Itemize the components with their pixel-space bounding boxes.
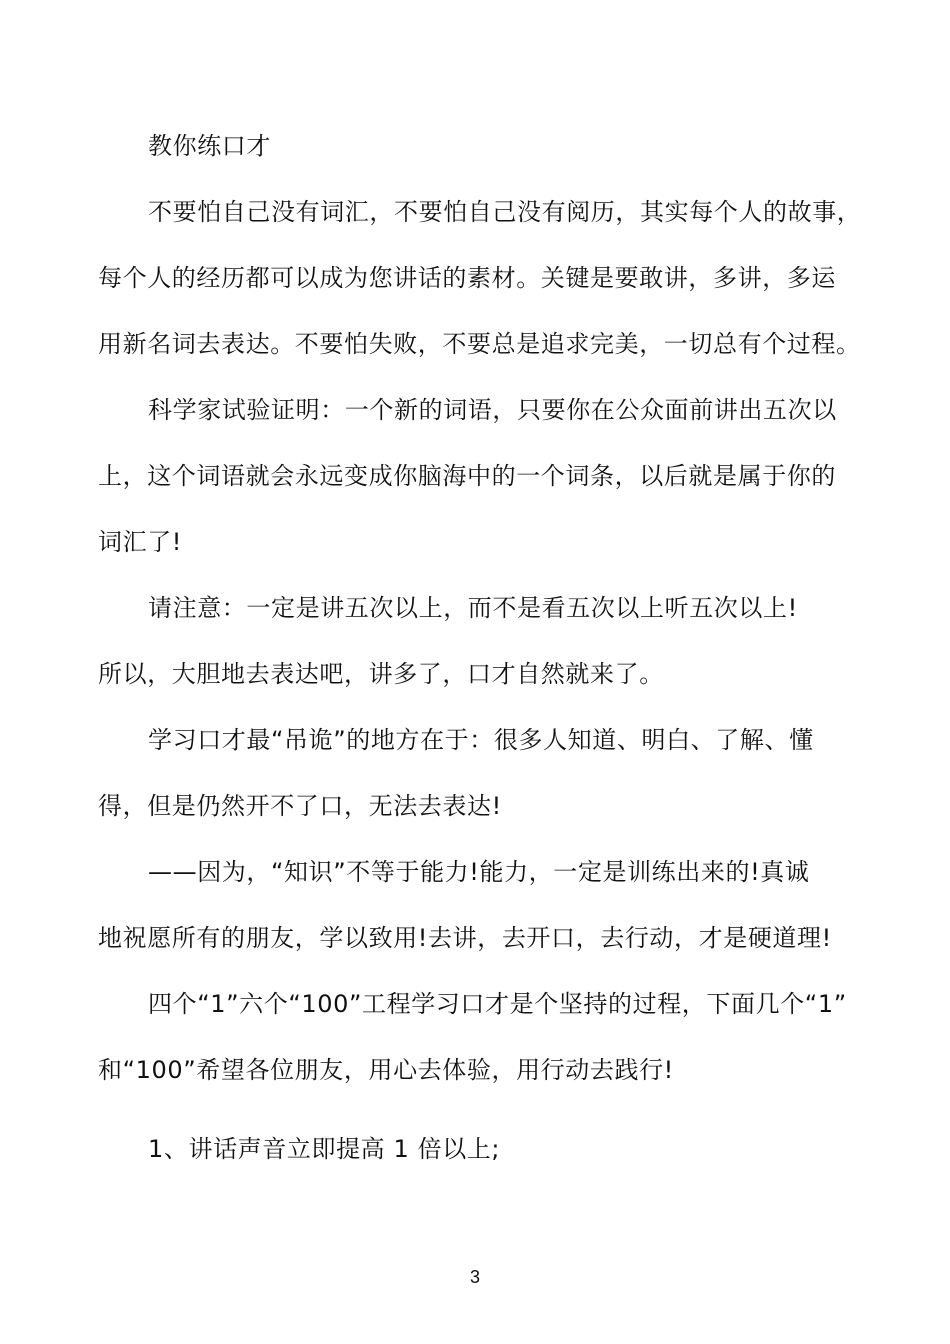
document-title: 教你练口才	[148, 132, 271, 160]
paragraph-line: 不要怕自己没有词汇，不要怕自己没有阅历，其实每个人的故事，	[148, 198, 862, 226]
paragraph-line: 用新名词去表达。不要怕失败，不要总是追求完美，一切总有个过程。	[98, 330, 861, 358]
paragraph-line: 科学家试验证明：一个新的词语，只要你在公众面前讲出五次以	[148, 396, 837, 424]
paragraph-line: 请注意：一定是讲五次以上，而不是看五次以上听五次以上!	[148, 594, 798, 622]
paragraph-line: 学习口才最“吊诡”的地方在于：很多人知道、明白、了解、懂	[148, 726, 814, 754]
paragraph-line: 得，但是仍然开不了口，无法去表达!	[98, 792, 502, 820]
paragraph-line: 所以，大胆地去表达吧，讲多了，口才自然就来了。	[98, 660, 664, 688]
paragraph-line: 上，这个词语就会永远变成你脑海中的一个词条，以后就是属于你的	[98, 462, 836, 490]
paragraph-line: 1、讲话声音立即提高 1 倍以上;	[148, 1135, 501, 1163]
paragraph-line: ——因为，“知识”不等于能力!能力，一定是训练出来的!真诚	[148, 858, 810, 886]
paragraph-line: 每个人的经历都可以成为您讲话的素材。关键是要敢讲，多讲，多运	[98, 264, 836, 292]
paragraph-line: 词汇了!	[98, 528, 183, 556]
paragraph-line: 四个“1”六个“100”工程学习口才是个坚持的过程，下面几个“1”	[148, 990, 847, 1018]
paragraph-line: 地祝愿所有的朋友，学以致用!去讲，去开口，去行动，才是硬道理!	[98, 924, 832, 952]
paragraph-line: 和“100”希望各位朋友，用心去体验，用行动去践行!	[98, 1056, 674, 1084]
page-number: 3	[469, 1267, 480, 1287]
